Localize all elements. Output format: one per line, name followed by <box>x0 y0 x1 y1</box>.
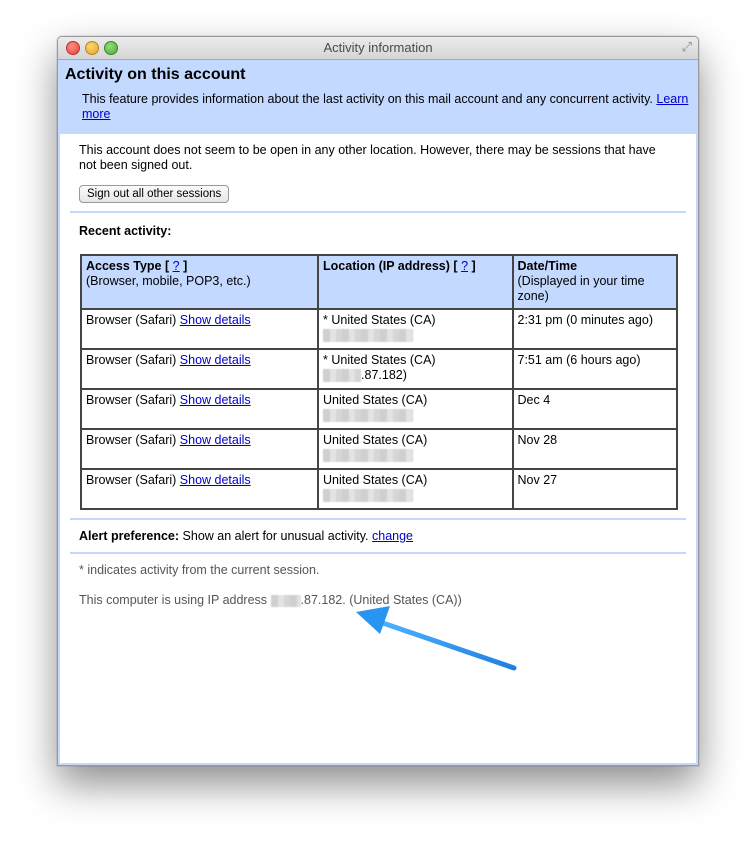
title-bar <box>58 37 698 60</box>
access-type-header: Access Type [ ? ] (Browser, mobile, POP3, etc.) <box>81 255 318 309</box>
table-row <box>81 429 677 469</box>
ip-suffix: .87.182. (United States (CA)) <box>300 593 462 607</box>
table-row <box>81 469 677 509</box>
redacted-ip <box>323 329 413 342</box>
datetime-label: Date/Time <box>517 259 578 273</box>
location-cell <box>318 469 512 509</box>
time-cell: Dec 4 <box>513 389 678 429</box>
location-help-link[interactable]: ? <box>461 259 469 273</box>
location-text: United States (CA) <box>323 473 428 487</box>
sign-out-all-button[interactable]: Sign out all other sessions <box>79 185 229 203</box>
location-text: United States (CA) <box>323 393 428 407</box>
access-type-sub: (Browser, mobile, POP3, etc.) <box>86 274 251 288</box>
time-cell: 7:51 am (6 hours ago) <box>513 349 678 389</box>
redacted-ip <box>323 449 413 462</box>
time-cell: Nov 27 <box>513 469 678 509</box>
show-details-link[interactable]: Show details <box>179 473 251 487</box>
header <box>60 60 696 134</box>
arrow-annotation-icon <box>350 600 530 680</box>
table-row <box>81 309 677 349</box>
alert-label: Alert preference: <box>79 529 180 543</box>
activity-table <box>80 254 678 510</box>
status-message: This account does not seem to be open in any other location. However, there may be sessions that have not been signed out. <box>79 143 656 172</box>
time-cell: 2:31 pm (0 minutes ago) <box>513 309 678 349</box>
divider <box>70 211 686 213</box>
window-title: Activity information <box>323 40 433 55</box>
arrow-shaft <box>380 622 514 668</box>
location-cell <box>318 389 512 429</box>
access-text: Browser (Safari) <box>86 353 177 367</box>
ip-suffix: .87.182) <box>361 368 407 382</box>
show-details-link[interactable]: Show details <box>179 393 251 407</box>
description-text: This feature provides information about the last activity on this mail account and any concurrent activity. <box>82 92 653 106</box>
location-cell <box>318 429 512 469</box>
access-cell <box>81 429 318 469</box>
access-cell <box>81 349 318 389</box>
access-text: Browser (Safari) <box>86 473 177 487</box>
learn-more-link[interactable]: Learn more <box>82 92 689 121</box>
access-cell <box>81 469 318 509</box>
page-title: Activity on this account <box>65 66 246 83</box>
fullscreen-icon[interactable]: ⤢ <box>681 39 692 54</box>
redacted-ip <box>323 489 413 502</box>
datetime-sub: (Displayed in your time zone) <box>517 274 645 303</box>
change-alert-link[interactable]: change <box>372 529 414 543</box>
header-description <box>82 92 690 122</box>
access-cell <box>81 309 318 349</box>
access-type-label: Access Type <box>86 259 162 273</box>
location-cell <box>318 349 512 389</box>
table-row <box>81 349 677 389</box>
access-cell <box>81 389 318 429</box>
arrow-head <box>356 606 390 634</box>
recent-activity-title: Recent activity: <box>79 224 172 238</box>
ip-prefix: This computer is using IP address <box>79 593 268 607</box>
location-text: * United States (CA) <box>323 313 436 327</box>
show-details-link[interactable]: Show details <box>179 353 251 367</box>
redacted-ip <box>323 409 413 422</box>
location-label: Location (IP address) <box>323 259 450 273</box>
show-details-link[interactable]: Show details <box>179 433 251 447</box>
redacted-ip <box>271 595 301 607</box>
table-header-row <box>81 255 677 309</box>
access-text: Browser (Safari) <box>86 393 177 407</box>
session-note: * indicates activity from the current session. <box>79 563 320 577</box>
access-text: Browser (Safari) <box>86 433 177 447</box>
location-header: Location (IP address) [ ? ] <box>318 255 512 309</box>
divider <box>70 552 686 554</box>
access-type-help-link[interactable]: ? <box>172 259 180 273</box>
show-details-link[interactable]: Show details <box>179 313 251 327</box>
location-text: * United States (CA) <box>323 353 436 367</box>
time-cell: Nov 28 <box>513 429 678 469</box>
alert-preference <box>79 529 696 543</box>
access-text: Browser (Safari) <box>86 313 177 327</box>
location-text: United States (CA) <box>323 433 428 447</box>
alert-text: Show an alert for unusual activity. <box>182 529 369 543</box>
datetime-header <box>513 255 678 309</box>
status-section <box>60 143 696 203</box>
table-row <box>81 389 677 429</box>
location-cell <box>318 309 512 349</box>
redacted-ip <box>323 369 361 382</box>
divider <box>70 518 686 520</box>
